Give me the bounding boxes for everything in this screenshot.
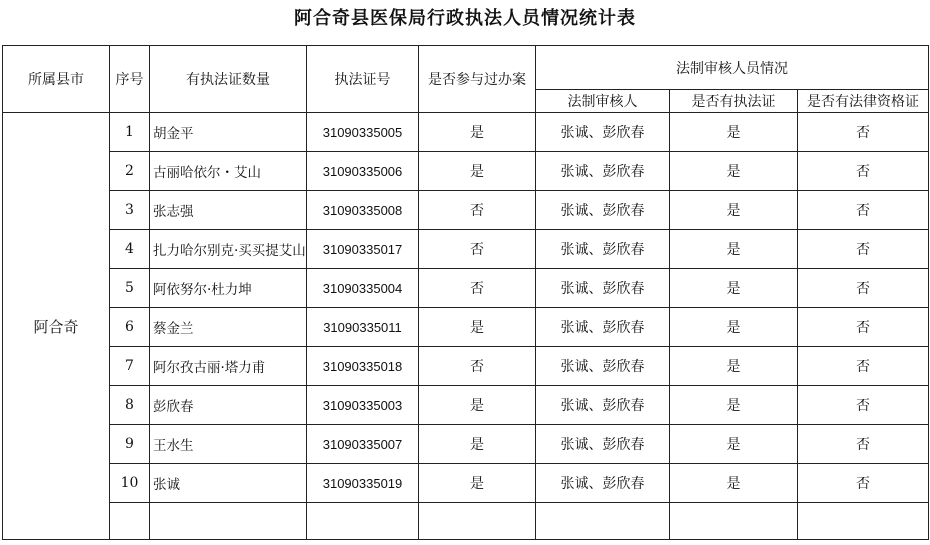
reviewer-has-cert-cell: 是 <box>670 191 798 230</box>
reviewer-cell: 张诚、彭欣春 <box>536 269 670 308</box>
name-cell: 古丽哈依尔・艾山 <box>150 152 307 191</box>
reviewer-has-cert-cell: 是 <box>670 269 798 308</box>
header-holders: 有执法证数量 <box>150 46 307 113</box>
table-row <box>3 347 929 386</box>
seq-cell: 4 <box>110 230 150 269</box>
header-row <box>3 46 929 90</box>
cert-no-cell: 31090335018 <box>307 347 419 386</box>
reviewer-law-cert-cell: 否 <box>798 464 929 503</box>
empty-cell <box>798 503 929 540</box>
reviewer-cell: 张诚、彭欣春 <box>536 152 670 191</box>
seq-cell: 9 <box>110 425 150 464</box>
cert-no-cell: 31090335019 <box>307 464 419 503</box>
table-row <box>3 425 929 464</box>
header-reviewer-has-cert: 是否有执法证 <box>670 90 798 113</box>
table-row <box>3 308 929 347</box>
header-county: 所属县市 <box>3 46 110 113</box>
reviewer-cell: 张诚、彭欣春 <box>536 113 670 152</box>
cert-no-cell: 31090335005 <box>307 113 419 152</box>
header-reviewer-has-law-cert: 是否有法律资格证 <box>798 90 929 113</box>
reviewer-cell: 张诚、彭欣春 <box>536 464 670 503</box>
reviewer-has-cert-cell: 是 <box>670 230 798 269</box>
reviewer-has-cert-cell: 是 <box>670 464 798 503</box>
participated-cell: 否 <box>419 269 536 308</box>
table-row <box>3 152 929 191</box>
seq-cell: 7 <box>110 347 150 386</box>
cert-no-cell: 31090335008 <box>307 191 419 230</box>
empty-cell <box>150 503 307 540</box>
seq-cell: 3 <box>110 191 150 230</box>
reviewer-law-cert-cell: 否 <box>798 425 929 464</box>
reviewer-has-cert-cell: 是 <box>670 386 798 425</box>
name-cell: 张志强 <box>150 191 307 230</box>
county-cell: 阿合奇 <box>3 113 110 540</box>
table-row <box>3 386 929 425</box>
reviewer-cell: 张诚、彭欣春 <box>536 425 670 464</box>
page-title: 阿合奇县医保局行政执法人员情况统计表 <box>294 8 636 29</box>
name-cell: 张诚 <box>150 464 307 503</box>
table-row <box>3 191 929 230</box>
reviewer-law-cert-cell: 否 <box>798 152 929 191</box>
cert-no-cell: 31090335017 <box>307 230 419 269</box>
participated-cell: 否 <box>419 347 536 386</box>
reviewer-law-cert-cell: 否 <box>798 386 929 425</box>
name-cell: 彭欣春 <box>150 386 307 425</box>
table-row <box>3 269 929 308</box>
reviewer-cell: 张诚、彭欣春 <box>536 230 670 269</box>
cert-no-cell: 31090335011 <box>307 308 419 347</box>
name-cell: 阿依努尔·杜力坤 <box>150 269 307 308</box>
reviewer-has-cert-cell: 是 <box>670 347 798 386</box>
seq-cell: 8 <box>110 386 150 425</box>
participated-cell: 是 <box>419 464 536 503</box>
reviewer-cell: 张诚、彭欣春 <box>536 386 670 425</box>
cert-no-cell: 31090335007 <box>307 425 419 464</box>
seq-cell: 2 <box>110 152 150 191</box>
seq-cell: 5 <box>110 269 150 308</box>
reviewer-law-cert-cell: 否 <box>798 269 929 308</box>
name-cell: 蔡金兰 <box>150 308 307 347</box>
table-row <box>3 230 929 269</box>
empty-row <box>3 503 929 540</box>
reviewer-has-cert-cell: 是 <box>670 113 798 152</box>
participated-cell: 是 <box>419 113 536 152</box>
participated-cell: 是 <box>419 425 536 464</box>
empty-cell <box>670 503 798 540</box>
reviewer-law-cert-cell: 否 <box>798 113 929 152</box>
cert-no-cell: 31090335006 <box>307 152 419 191</box>
header-seq: 序号 <box>110 46 150 113</box>
participated-cell: 是 <box>419 308 536 347</box>
participated-cell: 否 <box>419 230 536 269</box>
table-row <box>3 464 929 503</box>
reviewer-has-cert-cell: 是 <box>670 425 798 464</box>
staff-table <box>2 45 929 540</box>
cert-no-cell: 31090335004 <box>307 269 419 308</box>
empty-cell <box>307 503 419 540</box>
empty-cell <box>536 503 670 540</box>
seq-cell: 1 <box>110 113 150 152</box>
header-reviewer: 法制审核人 <box>536 90 670 113</box>
empty-cell <box>110 503 150 540</box>
reviewer-law-cert-cell: 否 <box>798 347 929 386</box>
reviewer-law-cert-cell: 否 <box>798 191 929 230</box>
reviewer-has-cert-cell: 是 <box>670 152 798 191</box>
empty-cell <box>419 503 536 540</box>
name-cell: 扎力哈尔别克·买买提艾山 <box>150 230 307 269</box>
participated-cell: 是 <box>419 386 536 425</box>
seq-cell: 10 <box>110 464 150 503</box>
reviewer-cell: 张诚、彭欣春 <box>536 191 670 230</box>
reviewer-cell: 张诚、彭欣春 <box>536 347 670 386</box>
name-cell: 胡金平 <box>150 113 307 152</box>
name-cell: 阿尔孜古丽·塔力甫 <box>150 347 307 386</box>
reviewer-law-cert-cell: 否 <box>798 308 929 347</box>
header-review-group: 法制审核人员情况 <box>536 46 929 90</box>
name-cell: 王水生 <box>150 425 307 464</box>
seq-cell: 6 <box>110 308 150 347</box>
reviewer-has-cert-cell: 是 <box>670 308 798 347</box>
table-row <box>3 113 929 152</box>
header-cert-no: 执法证号 <box>307 46 419 113</box>
reviewer-cell: 张诚、彭欣春 <box>536 308 670 347</box>
reviewer-law-cert-cell: 否 <box>798 230 929 269</box>
participated-cell: 否 <box>419 191 536 230</box>
header-participated: 是否参与过办案 <box>419 46 536 113</box>
cert-no-cell: 31090335003 <box>307 386 419 425</box>
participated-cell: 是 <box>419 152 536 191</box>
